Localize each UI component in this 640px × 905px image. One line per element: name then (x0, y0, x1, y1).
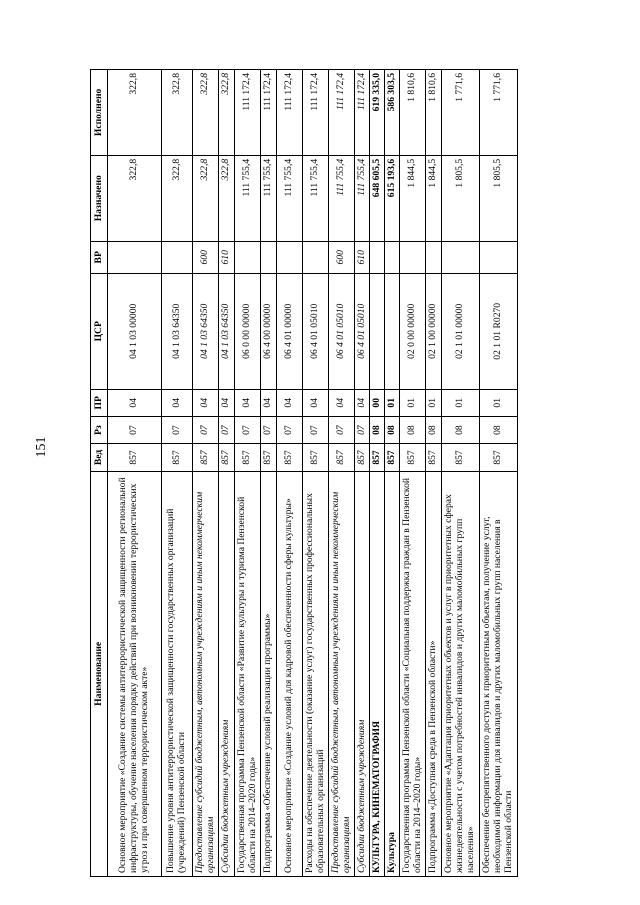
cell-assigned: 1 844,5 (426, 155, 442, 241)
cell-name: Предоставление субсидий бюджетным, автономным учреждениям и иным некоммерческим организациям (193, 471, 219, 876)
cell-assigned: 322,8 (108, 155, 162, 241)
cell-assigned: 322,8 (219, 155, 235, 241)
table-header-row (91, 70, 108, 877)
cell-name: Основное мероприятие «Создание условий для кадровой обеспеченности сферы культуры» (277, 471, 303, 876)
cell-vr (108, 241, 162, 273)
cell-pr: 04 (277, 389, 303, 416)
cell-executed: 111 172,4 (261, 70, 277, 156)
cell-csr: 06 4 00 00000 (261, 273, 277, 389)
page-number: 151 (34, 436, 49, 458)
cell-executed: 111 172,4 (235, 70, 261, 156)
table-row (385, 70, 400, 877)
cell-ved: 857 (108, 444, 162, 471)
cell-pr: 04 (329, 389, 355, 416)
cell-rz: 08 (385, 416, 400, 443)
cell-csr: 06 4 01 05010 (303, 273, 329, 389)
cell-executed: 322,8 (108, 70, 162, 156)
cell-vr: 610 (355, 241, 370, 273)
cell-csr: 02 1 01 00000 (442, 273, 480, 389)
table-row (303, 70, 329, 877)
cell-rz: 07 (277, 416, 303, 443)
cell-pr: 04 (162, 389, 193, 416)
cell-executed: 586 303,5 (385, 70, 400, 156)
cell-vr (261, 241, 277, 273)
cell-csr: 06 4 01 05010 (329, 273, 355, 389)
cell-name: Подпрограмма «Доступная среда в Пензенской области» (426, 471, 442, 876)
cell-rz: 08 (426, 416, 442, 443)
cell-pr: 04 (261, 389, 277, 416)
cell-pr: 01 (385, 389, 400, 416)
cell-ved: 857 (400, 444, 426, 471)
table-body (108, 70, 518, 877)
cell-rz: 07 (261, 416, 277, 443)
cell-vr: 600 (329, 241, 355, 273)
header-vr: ВР (91, 241, 108, 273)
table-row (162, 70, 193, 877)
cell-csr: 02 0 00 00000 (400, 273, 426, 389)
cell-ved: 857 (480, 444, 518, 471)
cell-name: Основное мероприятие «Создание системы антитеррористической защищенности региональной инфраструктуры, обучение населения порядку действий при возникновении террористических угроз и при совершенном террористическом акте» (108, 471, 162, 876)
cell-pr: 04 (355, 389, 370, 416)
cell-rz: 07 (329, 416, 355, 443)
cell-assigned: 648 605,5 (370, 155, 385, 241)
cell-pr: 00 (370, 389, 385, 416)
cell-name: Предоставление субсидий бюджетным, автономным учреждениям и иным некоммерческим организациям (329, 471, 355, 876)
cell-rz: 07 (235, 416, 261, 443)
table-row (277, 70, 303, 877)
table-row (355, 70, 370, 877)
cell-ved: 857 (303, 444, 329, 471)
cell-rz: 07 (219, 416, 235, 443)
cell-rz: 07 (108, 416, 162, 443)
cell-executed: 1 771,6 (442, 70, 480, 156)
cell-executed: 1 810,6 (400, 70, 426, 156)
cell-executed: 111 172,4 (277, 70, 303, 156)
table-row (219, 70, 235, 877)
cell-name: Субсидии бюджетным учреждениям (219, 471, 235, 876)
cell-vr (277, 241, 303, 273)
header-name: Наименование (91, 471, 108, 876)
cell-name: Субсидии бюджетным учреждениям (355, 471, 370, 876)
table-row (108, 70, 162, 877)
cell-name: КУЛЬТУРА, КИНЕМАТОГРАФИЯ (370, 471, 385, 876)
cell-pr: 04 (193, 389, 219, 416)
cell-ved: 857 (370, 444, 385, 471)
cell-name: Государственная программа Пензенской области «Развитие культуры и туризма Пензенской области на 2014–2020 годы» (235, 471, 261, 876)
cell-executed: 322,8 (193, 70, 219, 156)
table-row (400, 70, 426, 877)
table-row (235, 70, 261, 877)
cell-csr: 06 4 01 00000 (277, 273, 303, 389)
cell-ved: 857 (261, 444, 277, 471)
table-row (370, 70, 385, 877)
cell-vr (162, 241, 193, 273)
cell-assigned: 111 755,4 (235, 155, 261, 241)
cell-name: Повышение уровня антитеррористической защищенности государственных организаций (учреждений) Пензенской области (162, 471, 193, 876)
cell-name: Основное мероприятие «Адаптация приоритетных объектов и услуг в приоритетных сферах жизнедеятельности с учетом потребностей инвалидов и других маломобильных групп населения» (442, 471, 480, 876)
header-pr: ПР (91, 389, 108, 416)
table-row (329, 70, 355, 877)
cell-assigned: 111 755,4 (355, 155, 370, 241)
cell-ved: 857 (442, 444, 480, 471)
cell-assigned: 322,8 (162, 155, 193, 241)
cell-ved: 857 (162, 444, 193, 471)
cell-ved: 857 (329, 444, 355, 471)
cell-ved: 857 (235, 444, 261, 471)
cell-executed: 322,8 (162, 70, 193, 156)
table-row (480, 70, 518, 877)
cell-ved: 857 (385, 444, 400, 471)
cell-assigned: 615 193,6 (385, 155, 400, 241)
cell-executed: 1 771,6 (480, 70, 518, 156)
cell-executed: 111 172,4 (355, 70, 370, 156)
cell-vr (385, 241, 400, 273)
cell-name: Подпрограмма «Обеспечение условий реализации программы» (261, 471, 277, 876)
cell-pr: 01 (400, 389, 426, 416)
cell-rz: 08 (480, 416, 518, 443)
table-row (426, 70, 442, 877)
cell-pr: 04 (303, 389, 329, 416)
cell-csr: 04 1 03 00000 (108, 273, 162, 389)
cell-ved: 857 (355, 444, 370, 471)
table-row (261, 70, 277, 877)
cell-csr (385, 273, 400, 389)
cell-pr: 01 (480, 389, 518, 416)
cell-executed: 1 810,6 (426, 70, 442, 156)
cell-name: Культура (385, 471, 400, 876)
table-row (442, 70, 480, 877)
cell-rz: 07 (355, 416, 370, 443)
table-row (193, 70, 219, 877)
cell-pr: 01 (426, 389, 442, 416)
cell-csr: 06 0 00 00000 (235, 273, 261, 389)
cell-vr (442, 241, 480, 273)
cell-assigned: 111 755,4 (303, 155, 329, 241)
cell-vr (235, 241, 261, 273)
cell-assigned: 111 755,4 (329, 155, 355, 241)
cell-assigned: 111 755,4 (261, 155, 277, 241)
cell-csr: 02 1 01 R0270 (480, 273, 518, 389)
cell-vr (480, 241, 518, 273)
header-executed: Исполнено (91, 70, 108, 156)
cell-csr: 04 1 03 64350 (193, 273, 219, 389)
cell-name: Обеспечение беспрепятственного доступа к приоритетным объектам, получение услуг, необходимой информации для инвалидов и других маломобильных групп населения в Пензенской области (480, 471, 518, 876)
cell-rz: 07 (193, 416, 219, 443)
cell-csr: 04 1 03 64350 (162, 273, 193, 389)
header-assigned: Назначено (91, 155, 108, 241)
cell-pr: 04 (108, 389, 162, 416)
budget-table (90, 69, 518, 877)
cell-rz: 07 (303, 416, 329, 443)
cell-vr: 600 (193, 241, 219, 273)
cell-executed: 111 172,4 (329, 70, 355, 156)
cell-vr (426, 241, 442, 273)
cell-rz: 08 (370, 416, 385, 443)
cell-csr: 04 1 03 64350 (219, 273, 235, 389)
header-ved: Вед (91, 444, 108, 471)
cell-vr: 610 (219, 241, 235, 273)
cell-assigned: 322,8 (193, 155, 219, 241)
cell-executed: 619 335,0 (370, 70, 385, 156)
cell-vr (400, 241, 426, 273)
cell-assigned: 111 755,4 (277, 155, 303, 241)
cell-csr (370, 273, 385, 389)
cell-pr: 04 (219, 389, 235, 416)
cell-executed: 111 172,4 (303, 70, 329, 156)
cell-vr (303, 241, 329, 273)
cell-csr: 06 4 01 05010 (355, 273, 370, 389)
cell-pr: 01 (442, 389, 480, 416)
cell-ved: 857 (277, 444, 303, 471)
cell-assigned: 1 805,5 (442, 155, 480, 241)
cell-assigned: 1 844,5 (400, 155, 426, 241)
cell-rz: 08 (442, 416, 480, 443)
cell-executed: 322,8 (219, 70, 235, 156)
cell-csr: 02 1 00 00000 (426, 273, 442, 389)
header-csr: ЦСР (91, 273, 108, 389)
cell-ved: 857 (193, 444, 219, 471)
cell-vr (370, 241, 385, 273)
rotated-page-content (90, 69, 550, 877)
cell-name: Расходы на обеспечение деятельности (оказание услуг) государственных профессиональных образовательных организаций (303, 471, 329, 876)
cell-ved: 857 (219, 444, 235, 471)
header-rz: Рз (91, 416, 108, 443)
cell-rz: 07 (162, 416, 193, 443)
cell-assigned: 1 805,5 (480, 155, 518, 241)
cell-rz: 08 (400, 416, 426, 443)
cell-pr: 04 (235, 389, 261, 416)
cell-ved: 857 (426, 444, 442, 471)
cell-name: Государственная программа Пензенской области «Социальная поддержка граждан в Пензенской области на 2014–2020 годы» (400, 471, 426, 876)
